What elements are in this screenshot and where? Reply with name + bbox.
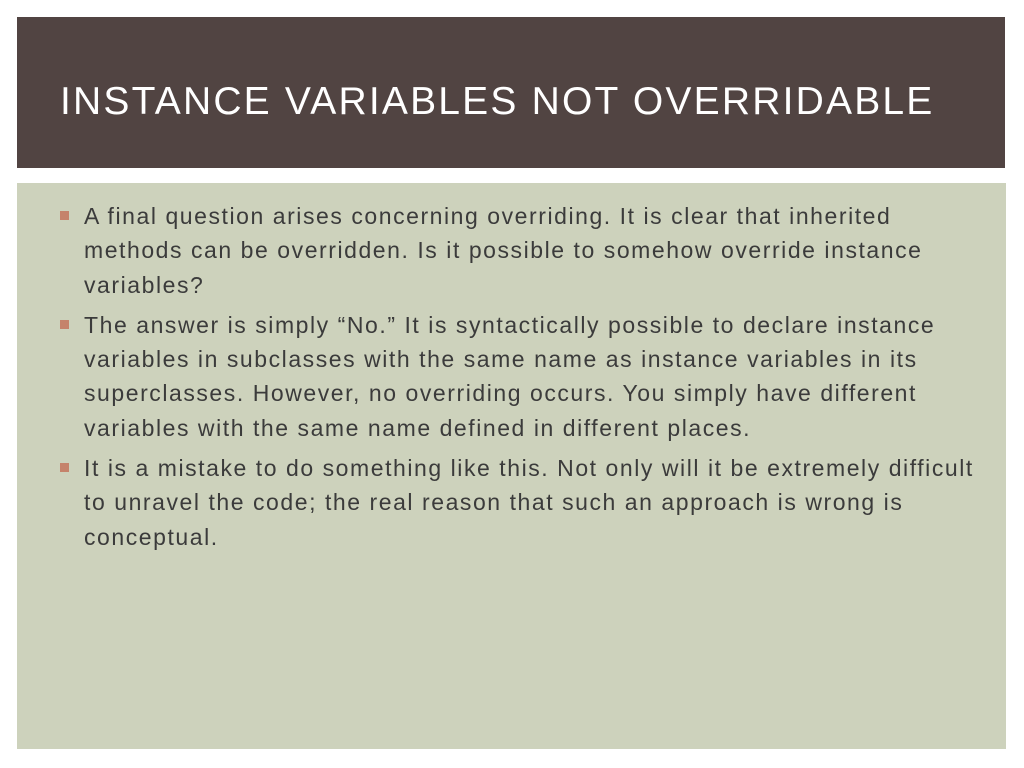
- bullet-item: [59, 308, 979, 445]
- bullet-list: [59, 199, 979, 560]
- title-bar: [17, 17, 1005, 168]
- bullet-text: It is a mistake to do something like this. Not only will it be extremely difficult to unravel the code; the real reason that such an approach is wrong is conceptual.: [84, 455, 974, 550]
- bullet-item: [59, 451, 979, 554]
- bullet-text: A final question arises concerning overriding. It is clear that inherited methods can be overridden. Is it possible to somehow override instance variables?: [84, 203, 923, 298]
- bullet-item: [59, 199, 979, 302]
- content-panel: [17, 183, 1006, 749]
- square-bullet-icon: [60, 211, 69, 220]
- square-bullet-icon: [60, 320, 69, 329]
- square-bullet-icon: [60, 463, 69, 472]
- slide-title: INSTANCE VARIABLES NOT OVERRIDABLE: [60, 80, 935, 123]
- bullet-text: The answer is simply “No.” It is syntactically possible to declare instance variables in subclasses with the same name as instance variables in its superclasses. However, no overriding occurs. You simply have different variables with the same name defined in different places.: [84, 311, 936, 441]
